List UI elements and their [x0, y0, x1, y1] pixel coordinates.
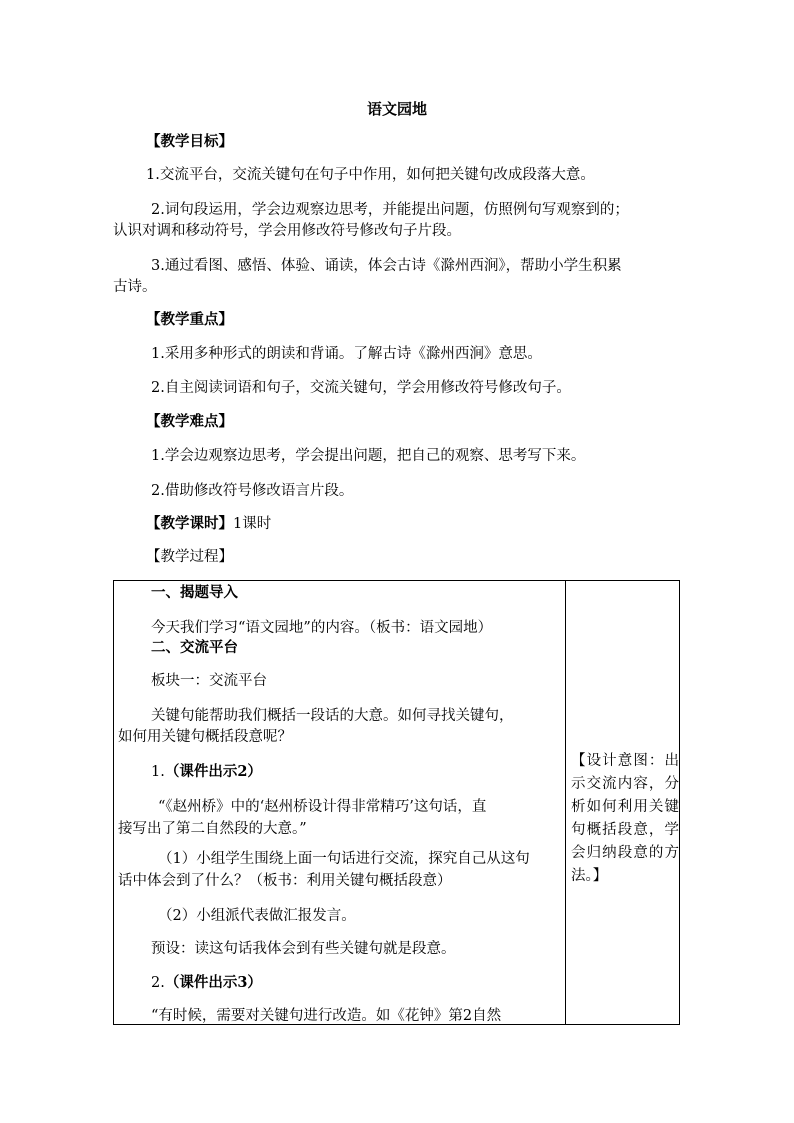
block-1-title: 板块一：交流平台 [151, 673, 267, 689]
preset-answer: 预设：读这句话我体会到有些关键句就是段意。 [151, 941, 456, 957]
paragraph-key-sentence-line-2: 如何用关键句概括段意呢？ [118, 729, 292, 745]
class-hours-label: 【教学课时】 [146, 515, 233, 532]
activity-1-line-2: 话中体会到了什么？（板书：利用关键句概括段意） [118, 873, 452, 889]
class-hours-value: 1课时 [233, 516, 272, 532]
courseware-1-label: （课件出示2） [164, 763, 262, 780]
activity-1-line-1: （1）小组学生围绕上面一句话进行交流，探究自己从这句 [158, 851, 530, 867]
courseware-2-label: （课件出示3） [164, 974, 262, 991]
objective-2-line-2: 认识对调和移动符号，学会用修改符号修改句子片段。 [113, 223, 461, 239]
design-intent-note: 【设计意图：出示交流内容，分析如何利用关键句概括段意，学会归纳段意的方法。】 [571, 753, 679, 884]
objective-3-line-1: 3.通过看图、感悟、体验、诵读，体会古诗《滁州西涧》，帮助小学生积累 [151, 258, 622, 274]
quote-1-line-1: “《赵州桥》中的‘赵州桥设计得非常精巧’这句话，直 [158, 799, 487, 815]
key-point-1: 1.采用多种形式的朗读和背诵。了解古诗《滁州西涧》意思。 [151, 346, 542, 362]
section-heading-objectives: 【教学目标】 [146, 133, 233, 150]
quote-2-line-1: “有时候，需要对关键句进行改造。如《花钟》第2自然 [151, 1008, 502, 1024]
section-heading-key-points: 【教学重点】 [146, 311, 233, 328]
paragraph-key-sentence-line-1: 关键句能帮助我们概括一段话的大意。如何寻找关键句， [151, 708, 514, 724]
class-hours-line [146, 512, 271, 536]
courseware-1 [151, 761, 262, 783]
quote-1-line-2: 接写出了第二自然段的大意。” [118, 821, 307, 837]
page-title: 语文园地 [366, 100, 427, 118]
objective-2-line-1: 2.词句段运用，学会边观察边思考，并能提出问题，仿照例句写观察到的； [151, 202, 629, 218]
courseware-2-number: 2. [151, 975, 165, 991]
key-point-2: 2.自主阅读词语和句子，交流关键句，学会用修改符号修改句子。 [151, 380, 571, 396]
difficulty-1: 1.学会边观察边思考，学会提出问题，把自己的观察、思考写下来。 [151, 448, 586, 464]
section-heading-difficulties: 【教学难点】 [146, 413, 233, 430]
objective-3-line-2: 古诗。 [113, 279, 157, 295]
step-1-heading: 一、揭题导入 [151, 584, 238, 601]
step-2-heading: 二、交流平台 [151, 639, 238, 656]
activity-2: （2）小组派代表做汇报发言。 [158, 908, 356, 924]
objective-1: 1.交流平台，交流关键句在句子中作用，如何把关键句改成段落大意。 [146, 167, 595, 183]
courseware-2 [151, 972, 262, 994]
courseware-1-number: 1. [151, 764, 165, 780]
difficulty-2: 2.借助修改符号修改语言片段。 [151, 483, 354, 499]
step-1-text: 今天我们学习“语文园地”的内容。（板书：语文园地） [151, 620, 493, 636]
section-heading-process: 【教学过程】 [146, 549, 233, 565]
table-column-divider [565, 580, 566, 1025]
